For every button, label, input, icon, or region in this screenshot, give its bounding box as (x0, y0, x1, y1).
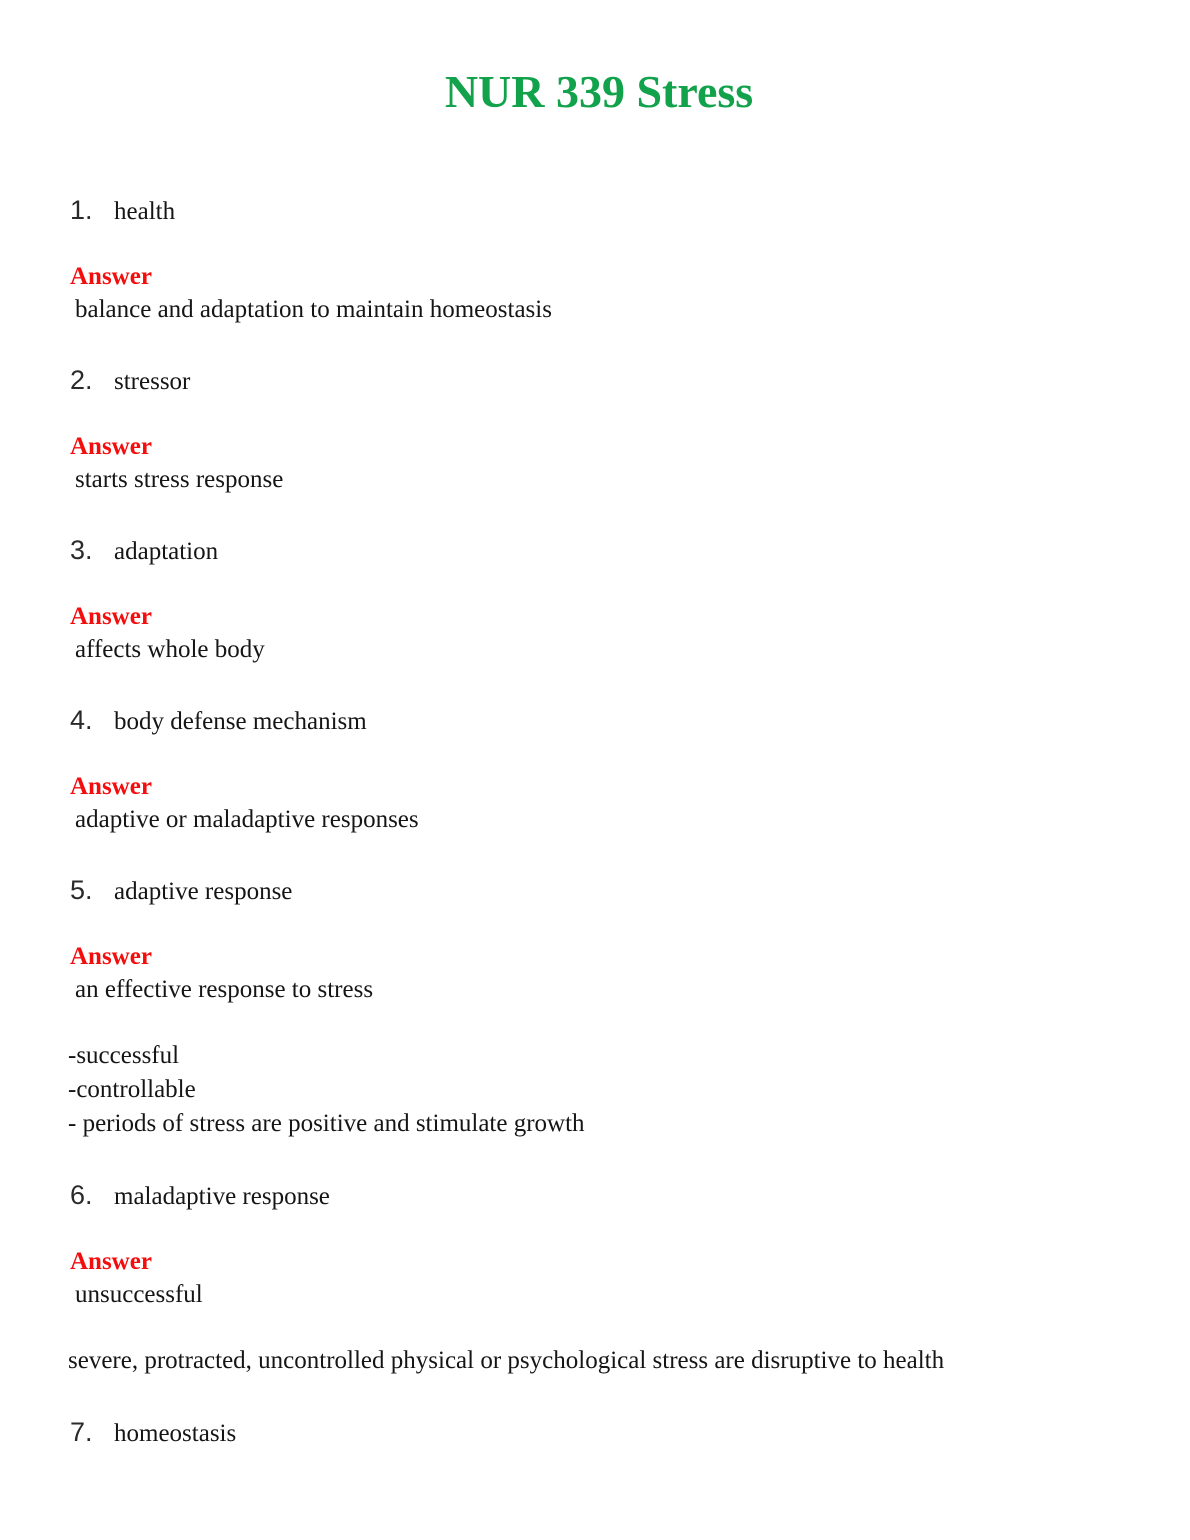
answer-text: an effective response to stress (75, 975, 374, 1003)
question-line (68, 363, 1130, 402)
answer-text: adaptive or maladaptive responses (75, 805, 419, 833)
qa-item-3 (68, 533, 1130, 666)
extra-line: - periods of stress are positive and stimulate growth (68, 1109, 585, 1137)
qa-item-1 (68, 193, 1130, 326)
qa-item-5 (68, 873, 1130, 1141)
question-text: body defense mechanism (114, 707, 367, 735)
question-number: 3. (70, 534, 93, 565)
question-number: 5. (70, 874, 93, 905)
question-text: stressor (114, 367, 191, 395)
question-line (68, 533, 1130, 572)
question-text: health (114, 197, 176, 225)
answer-extra-block (68, 1344, 1130, 1378)
answer-text: affects whole body (75, 635, 265, 663)
question-line (68, 703, 1130, 742)
answer-label: Answer (70, 942, 152, 970)
answer-text: balance and adaptation to maintain homeostasis (75, 295, 552, 323)
qa-item-7 (68, 1415, 1130, 1454)
question-number: 7. (70, 1416, 93, 1447)
question-text: adaptive response (114, 877, 293, 905)
extra-line: -successful (68, 1041, 180, 1069)
answer-label: Answer (70, 1247, 152, 1275)
question-number: 2. (70, 364, 93, 395)
page-title: NUR 339 Stress (444, 66, 754, 117)
answer-label: Answer (70, 772, 152, 800)
answer-text: starts stress response (75, 465, 284, 493)
extra-line: -controllable (68, 1075, 196, 1103)
question-line (68, 1178, 1130, 1217)
qa-item-2 (68, 363, 1130, 496)
answer-text: unsuccessful (75, 1280, 203, 1308)
answer-label: Answer (70, 262, 152, 290)
question-line (68, 873, 1130, 912)
question-line (68, 1415, 1130, 1454)
question-number: 4. (70, 704, 93, 735)
extra-line: severe, protracted, uncontrolled physical or psychological stress are disruptive to health (68, 1346, 945, 1374)
question-text: maladaptive response (114, 1182, 330, 1210)
question-number: 1. (70, 194, 93, 225)
answer-label: Answer (70, 432, 152, 460)
answer-label: Answer (70, 602, 152, 630)
qa-list (68, 193, 1130, 1454)
answer-extra-block (68, 1039, 1130, 1141)
question-text: homeostasis (114, 1419, 237, 1447)
qa-item-4 (68, 703, 1130, 836)
question-number: 6. (70, 1179, 93, 1210)
qa-item-6 (68, 1178, 1130, 1378)
question-line (68, 193, 1130, 232)
question-text: adaptation (114, 537, 219, 565)
